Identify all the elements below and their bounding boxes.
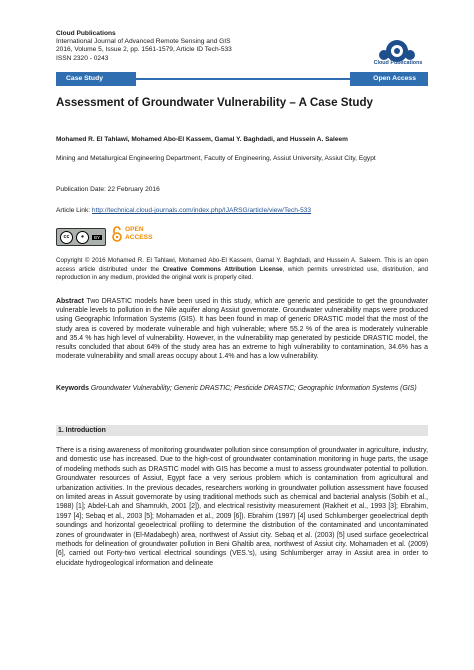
open-access-badge [112, 226, 152, 242]
keywords-text: Groundwater Vulnerability; Generic DRASTIC; Pesticide DRASTIC; Geographic Information Systems (GIS) [88, 385, 417, 392]
abstract-label: Abstract [56, 298, 84, 305]
license-name: Creative Commons Attribution License [162, 265, 283, 273]
copyright-notice [56, 257, 428, 283]
copyright-text-2: , which permits unrestricted use, distribution, and reproduction in any medium, provided the original work is properly cited. [56, 265, 428, 282]
copyright-text-1: Copyright © 2016 Mohamed R. El Tahlawi, Mohamed Abo-El Kassem, Gamal Y. Baghdadi, and Hussein A. Saleem. This is an open access article distributed under the [56, 257, 428, 273]
attribution-person-icon: ● [76, 231, 89, 244]
cloud-publications-logo-icon [366, 30, 428, 74]
introduction-text: There is a rising awareness of monitoring groundwater pollution since consumption of groundwater in agriculture, industry, and domestic use has increased. Due to the high-cost of groundwater contamination monitoring in huge parts, the usage of modeling methods such as DRASTIC model with GIS has become a must to assess groundwater potential to pollution. Groundwater resources of Assiut, Egypt face a very serious problem which is contamination from agricultural and urbanization activities. In the previous decades, researchers working in groundwater pollution assessment have focused on limited areas in Assuit governorate by using traditional methods such as chemical and bacterial analysis (Sobih et al., 1988) [1]; Abdel-Lah and Shamrukh, 2001 [2]), and electrical resistivity measurement (Rakheit et al., 1993 [3]; Ebrahim, 1997 [4]; Sebaq et al., 2003 [5]; Mohamaden et al., 2009 [6]). Ebrahim (1997) [4] used Schlumberger geoelectrical depth soundings and horizontal geoelectrical profiling to determine the distribution of the contaminated and uncontaminated zones of groundwater in (El-Madabegh) area, northwest of Assiut city. Sebaq et al. (2003) [5] used surface geoelectrical methods for delineation of groundwater pollution in Beni Ghaltib area, northwest of Assiut city. Mohamaden et al. (2009) [6], carried out Forty-two vertical electrical soundings (VES.'s), using Schlumberger array in Assiut area in order to elucidate hydrogeological information and delineate [56, 447, 428, 567]
header-divider [136, 78, 350, 80]
open-access-bar: Open Access [350, 72, 428, 86]
open-access-line1: OPEN [125, 226, 144, 233]
open-access-line2: ACCESS [125, 234, 153, 241]
open-access-text [125, 226, 152, 242]
issn: ISSN 2320 - 0243 [56, 54, 109, 62]
creative-commons-badge[interactable] [56, 228, 106, 246]
journal-name: International Journal of Advanced Remote Sensing and GIS [56, 38, 231, 46]
cc-icon: cc [60, 231, 73, 244]
keywords [56, 384, 428, 393]
logo-text: Cloud Publications [373, 60, 423, 66]
affiliation: Mining and Metallurgical Engineering Department, Faculty of Engineering, Assiut University, Assiut City, Egypt [56, 155, 376, 162]
article-link-label: Article Link: [56, 207, 92, 214]
article-link-url[interactable]: http://technical.cloud-journals.com/index.php/IJARSG/article/view/Tech-533 [91, 207, 312, 214]
paper-title: Assessment of Groundwater Vulnerability – A Case Study [56, 96, 373, 109]
section-heading: 1. Introduction [56, 425, 428, 436]
volume-line: 2016, Volume 5, Issue 2, pp. 1561-1579, Article ID Tech-533 [56, 46, 232, 54]
keywords-label: Keywords [56, 385, 89, 392]
article-link-line [56, 207, 311, 214]
abstract [56, 297, 428, 361]
cc-by-label: BY [94, 234, 101, 240]
publication-date: Publication Date: 22 February 2016 [56, 186, 160, 193]
author-list: Mohamed R. El Tahlawi, Mohamed Abo-El Kassem, Gamal Y. Baghdadi, and Hussein A. Saleem [56, 136, 348, 143]
article-type-bar: Case Study [56, 72, 136, 86]
abstract-text: Two DRASTIC models have been used in this study, which are generic and pesticide to get the groundwater vulnerable levels to pollution in the Nile aquifer along Assiut governorate. Groundwater vulnerability maps were produced using Geographic Information Systems (GIS). It has been found in map of generic DRASTIC model that the most of the study area is covered by moderate vulnerable and high vulnerable; where 55.2 % of the area is moderately vulnerable and 35.4 % has high level of vulnerability. However, in the vulnerability map generated by pesticide DRASTIC model, the results concluded that about 64% of the study area has an extreme to high vulnerability to contamination, 34.6% has a moderate vulnerability and small areas occupy about 1.4% and has a low vulnerability. [56, 298, 428, 361]
publisher-name: Cloud Publications [56, 30, 116, 37]
open-lock-icon [112, 226, 122, 242]
journal-header [56, 30, 356, 63]
